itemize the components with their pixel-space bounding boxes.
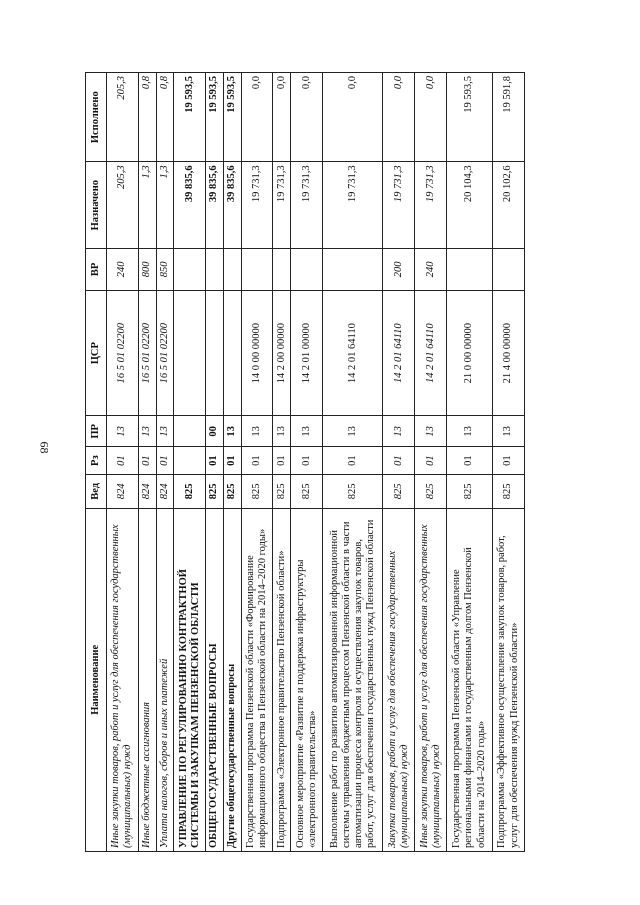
cell-csr: 14 0 00 00000 — [241, 290, 273, 416]
cell-executed: 0,0 — [241, 73, 273, 162]
cell-pr: 13 — [138, 416, 156, 447]
cell-pr: 13 — [223, 416, 241, 447]
cell-vr — [223, 248, 241, 290]
cell-assigned: 1,3 — [138, 162, 156, 249]
cell-vr: 240 — [415, 248, 447, 290]
cell-rz: 01 — [447, 447, 493, 475]
cell-assigned: 39 835,6 — [174, 162, 206, 249]
cell-ved: 825 — [273, 475, 291, 509]
budget-table — [85, 72, 525, 852]
cell-name: Основное мероприятие «Развитие и поддержка инфраструктуры «электронного правительства» — [291, 508, 323, 851]
cell-rz: 01 — [156, 447, 174, 475]
cell-rz: 01 — [107, 447, 139, 475]
table-header-row — [86, 73, 107, 852]
cell-name: Уплата налогов, сборов и иных платежей — [156, 508, 174, 851]
cell-executed: 0,0 — [323, 73, 383, 162]
cell-csr: 14 2 01 00000 — [291, 290, 323, 416]
cell-vr — [273, 248, 291, 290]
cell-executed: 0,0 — [383, 73, 415, 162]
table-row — [383, 73, 415, 852]
table-body — [107, 73, 525, 852]
cell-vr — [447, 248, 493, 290]
cell-vr: 800 — [138, 248, 156, 290]
cell-ved: 825 — [323, 475, 383, 509]
cell-ved: 825 — [383, 475, 415, 509]
cell-pr: 13 — [447, 416, 493, 447]
table-row — [107, 73, 139, 852]
cell-assigned: 39 835,6 — [223, 162, 241, 249]
cell-csr — [174, 290, 206, 416]
cell-csr: 16 5 01 02200 — [156, 290, 174, 416]
table-row — [223, 73, 241, 852]
cell-csr: 16 5 01 02200 — [138, 290, 156, 416]
cell-assigned: 39 835,6 — [206, 162, 224, 249]
cell-executed: 0,0 — [415, 73, 447, 162]
cell-name: Государственная программа Пензенской области «Формирование информационного общества в Пензенской области на 2014–2020 годы» — [241, 508, 273, 851]
cell-csr: 14 2 01 64110 — [415, 290, 447, 416]
cell-executed: 19 591,8 — [493, 73, 525, 162]
cell-ved: 825 — [223, 475, 241, 509]
cell-rz: 01 — [415, 447, 447, 475]
cell-name: Подпрограмма «Эффективное осуществление закупок товаров, работ, услуг для обеспечения нужд Пензенской области» — [493, 508, 525, 851]
table-row — [206, 73, 224, 852]
cell-rz: 01 — [323, 447, 383, 475]
cell-pr: 13 — [323, 416, 383, 447]
table-row — [156, 73, 174, 852]
cell-name: Государственная программа Пензенской области «Управление региональными финансами и государственным долгом Пензенской области на 2014–2020 годы» — [447, 508, 493, 851]
cell-executed: 0,8 — [156, 73, 174, 162]
cell-csr: 21 4 00 00000 — [493, 290, 525, 416]
cell-pr: 13 — [107, 416, 139, 447]
cell-rz: 01 — [273, 447, 291, 475]
cell-csr: 21 0 00 00000 — [447, 290, 493, 416]
cell-pr: 13 — [291, 416, 323, 447]
cell-executed: 19 593,5 — [174, 73, 206, 162]
cell-vr — [241, 248, 273, 290]
cell-name: Иные закупки товаров, работ и услуг для обеспечения государственных (муниципальных) нужд — [107, 508, 139, 851]
cell-pr: 13 — [383, 416, 415, 447]
cell-assigned: 205,3 — [107, 162, 139, 249]
cell-name: Подпрограмма «Электронное правительство Пензенской области» — [273, 508, 291, 851]
header-name: Наименование — [86, 508, 107, 851]
table-row — [273, 73, 291, 852]
cell-ved: 825 — [241, 475, 273, 509]
cell-pr: 13 — [273, 416, 291, 447]
header-csr: ЦСР — [86, 290, 107, 416]
cell-rz: 01 — [383, 447, 415, 475]
cell-ved: 825 — [415, 475, 447, 509]
table-row — [323, 73, 383, 852]
cell-csr: 16 5 01 02200 — [107, 290, 139, 416]
cell-assigned: 19 731,3 — [323, 162, 383, 249]
cell-ved: 825 — [493, 475, 525, 509]
cell-executed: 0,0 — [291, 73, 323, 162]
cell-vr — [323, 248, 383, 290]
cell-assigned: 19 731,3 — [241, 162, 273, 249]
cell-executed: 0,0 — [273, 73, 291, 162]
table-row — [415, 73, 447, 852]
cell-assigned: 19 731,3 — [415, 162, 447, 249]
cell-name: ОБЩЕГОСУДАРСТВЕННЫЕ ВОПРОСЫ — [206, 508, 224, 851]
cell-csr: 14 2 01 64110 — [383, 290, 415, 416]
cell-pr: 13 — [241, 416, 273, 447]
table-row — [493, 73, 525, 852]
cell-executed: 19 593,5 — [447, 73, 493, 162]
cell-pr: 13 — [415, 416, 447, 447]
header-executed: Исполнено — [86, 73, 107, 162]
cell-vr: 850 — [156, 248, 174, 290]
table-row — [241, 73, 273, 852]
table-row — [447, 73, 493, 852]
cell-rz: 01 — [138, 447, 156, 475]
cell-assigned: 19 731,3 — [291, 162, 323, 249]
cell-csr: 14 2 01 64110 — [323, 290, 383, 416]
cell-ved: 825 — [174, 475, 206, 509]
page-number: 68 — [37, 441, 52, 454]
cell-pr: 13 — [493, 416, 525, 447]
cell-assigned: 1,3 — [156, 162, 174, 249]
cell-vr — [174, 248, 206, 290]
cell-name: Закупка товаров, работ и услуг для обеспечения государственных (муниципальных) нужд — [383, 508, 415, 851]
table-row — [174, 73, 206, 852]
cell-executed: 205,3 — [107, 73, 139, 162]
cell-name: УПРАВЛЕНИЕ ПО РЕГУЛИРОВАНИЮ КОНТРАКТНОЙ СИСТЕМЫ И ЗАКУПКАМ ПЕНЗЕНСКОЙ ОБЛАСТИ — [174, 508, 206, 851]
cell-pr: 13 — [156, 416, 174, 447]
cell-rz: 01 — [206, 447, 224, 475]
header-pr: ПР — [86, 416, 107, 447]
cell-assigned: 19 731,3 — [383, 162, 415, 249]
cell-assigned: 20 104,3 — [447, 162, 493, 249]
cell-ved: 825 — [291, 475, 323, 509]
cell-ved: 824 — [156, 475, 174, 509]
cell-name: Иные закупки товаров, работ и услуг для обеспечения государственных (муниципальных) нужд — [415, 508, 447, 851]
cell-name: Выполнение работ по развитию автоматизированной информационной системы управления бюджетным процессом Пензенской области в части автоматизации процесса контроля и осуществления закупок товаров, работ, услуг для обеспечения государственных нужд Пензенской области — [323, 508, 383, 851]
cell-csr — [206, 290, 224, 416]
cell-rz: 01 — [241, 447, 273, 475]
cell-name: Иные бюджетные ассигнования — [138, 508, 156, 851]
cell-executed: 19 593,5 — [223, 73, 241, 162]
cell-csr — [223, 290, 241, 416]
cell-rz: 01 — [291, 447, 323, 475]
rotated-page-content — [85, 72, 525, 852]
cell-vr — [493, 248, 525, 290]
cell-ved: 824 — [107, 475, 139, 509]
cell-vr — [206, 248, 224, 290]
cell-rz: 01 — [493, 447, 525, 475]
header-ved: Вед — [86, 475, 107, 509]
cell-executed: 0,8 — [138, 73, 156, 162]
cell-vr — [291, 248, 323, 290]
header-vr: ВР — [86, 248, 107, 290]
table-row — [138, 73, 156, 852]
cell-pr: 00 — [206, 416, 224, 447]
cell-rz — [174, 447, 206, 475]
cell-pr — [174, 416, 206, 447]
header-assigned: Назначено — [86, 162, 107, 249]
cell-ved: 824 — [138, 475, 156, 509]
cell-assigned: 20 102,6 — [493, 162, 525, 249]
cell-vr: 240 — [107, 248, 139, 290]
cell-ved: 825 — [206, 475, 224, 509]
table-row — [291, 73, 323, 852]
cell-executed: 19 593,5 — [206, 73, 224, 162]
cell-csr: 14 2 00 00000 — [273, 290, 291, 416]
cell-assigned: 19 731,3 — [273, 162, 291, 249]
header-rz: Рз — [86, 447, 107, 475]
cell-rz: 01 — [223, 447, 241, 475]
cell-ved: 825 — [447, 475, 493, 509]
cell-vr: 200 — [383, 248, 415, 290]
cell-name: Другие общегосударственные вопросы — [223, 508, 241, 851]
